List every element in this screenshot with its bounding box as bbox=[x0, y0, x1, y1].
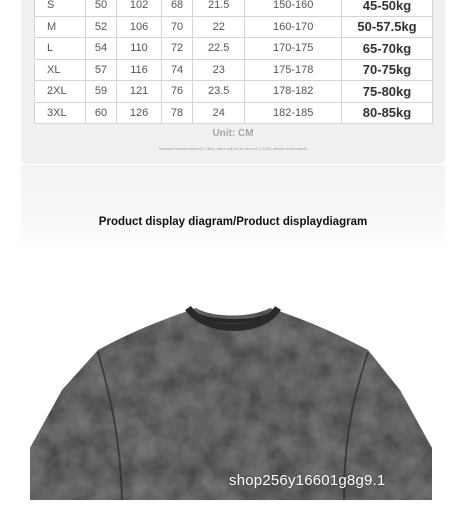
size-cell-height: 178-182 bbox=[245, 81, 342, 103]
size-cell-c1: 52 bbox=[86, 16, 117, 38]
measurement-note: Manual measurement of 1-3cm, there will be an error of 1-3CM, please understand! bbox=[159, 146, 307, 151]
size-cell-c1: 50 bbox=[86, 0, 117, 16]
size-cell-c4: 21.5 bbox=[193, 0, 245, 16]
unit-label: Unit: CM bbox=[212, 128, 254, 139]
size-row bbox=[35, 38, 433, 60]
size-cell-weight: 50-57.5kg bbox=[342, 16, 433, 38]
size-cell-size: M bbox=[35, 16, 86, 38]
size-cell-height: 175-178 bbox=[245, 59, 342, 81]
size-cell-c2: 121 bbox=[116, 81, 161, 103]
size-table bbox=[34, 0, 433, 124]
size-cell-weight: 70-75kg bbox=[342, 59, 433, 81]
size-cell-c1: 57 bbox=[86, 59, 117, 81]
size-cell-c4: 23.5 bbox=[193, 81, 245, 103]
size-cell-c2: 106 bbox=[116, 16, 161, 38]
size-chart-panel bbox=[21, 0, 445, 164]
size-cell-c3: 78 bbox=[162, 102, 193, 124]
size-cell-weight: 65-70kg bbox=[342, 38, 433, 60]
size-cell-c1: 59 bbox=[86, 81, 117, 103]
size-cell-c4: 23 bbox=[193, 59, 245, 81]
product-image bbox=[0, 280, 466, 500]
size-cell-c2: 126 bbox=[116, 102, 161, 124]
size-cell-weight: 45-50kg bbox=[342, 0, 433, 16]
size-cell-size: L bbox=[35, 38, 86, 60]
size-cell-c1: 54 bbox=[86, 38, 117, 60]
size-row bbox=[35, 59, 433, 81]
size-cell-height: 182-185 bbox=[245, 102, 342, 124]
size-cell-size: 3XL bbox=[35, 102, 86, 124]
size-cell-c3: 76 bbox=[162, 81, 193, 103]
size-cell-size: XL bbox=[35, 59, 86, 81]
size-cell-weight: 75-80kg bbox=[342, 81, 433, 103]
size-cell-c4: 22 bbox=[193, 16, 245, 38]
size-cell-c2: 102 bbox=[116, 0, 161, 16]
size-cell-c3: 72 bbox=[162, 38, 193, 60]
size-cell-c2: 110 bbox=[116, 38, 161, 60]
product-display-banner bbox=[21, 165, 445, 253]
size-cell-height: 160-170 bbox=[245, 16, 342, 38]
shop-watermark: shop256y16601g8g9.1 bbox=[229, 472, 386, 489]
tshirt-image bbox=[0, 280, 466, 500]
size-row bbox=[35, 0, 433, 16]
size-cell-c3: 70 bbox=[162, 16, 193, 38]
size-cell-c1: 60 bbox=[86, 102, 117, 124]
size-row bbox=[35, 102, 433, 124]
size-cell-height: 170-175 bbox=[245, 38, 342, 60]
size-cell-height: 150-160 bbox=[245, 0, 342, 16]
product-display-title: Product display diagram/Product displaydiagram bbox=[98, 216, 368, 228]
size-cell-c2: 116 bbox=[116, 59, 161, 81]
size-cell-weight: 80-85kg bbox=[342, 102, 433, 124]
size-cell-c4: 22.5 bbox=[193, 38, 245, 60]
size-table-body bbox=[35, 0, 433, 124]
size-cell-c3: 74 bbox=[162, 59, 193, 81]
size-cell-c3: 68 bbox=[162, 0, 193, 16]
size-cell-c4: 24 bbox=[193, 102, 245, 124]
size-cell-size: 2XL bbox=[35, 81, 86, 103]
size-row bbox=[35, 81, 433, 103]
size-cell-size: S bbox=[35, 0, 86, 16]
size-row bbox=[35, 16, 433, 38]
